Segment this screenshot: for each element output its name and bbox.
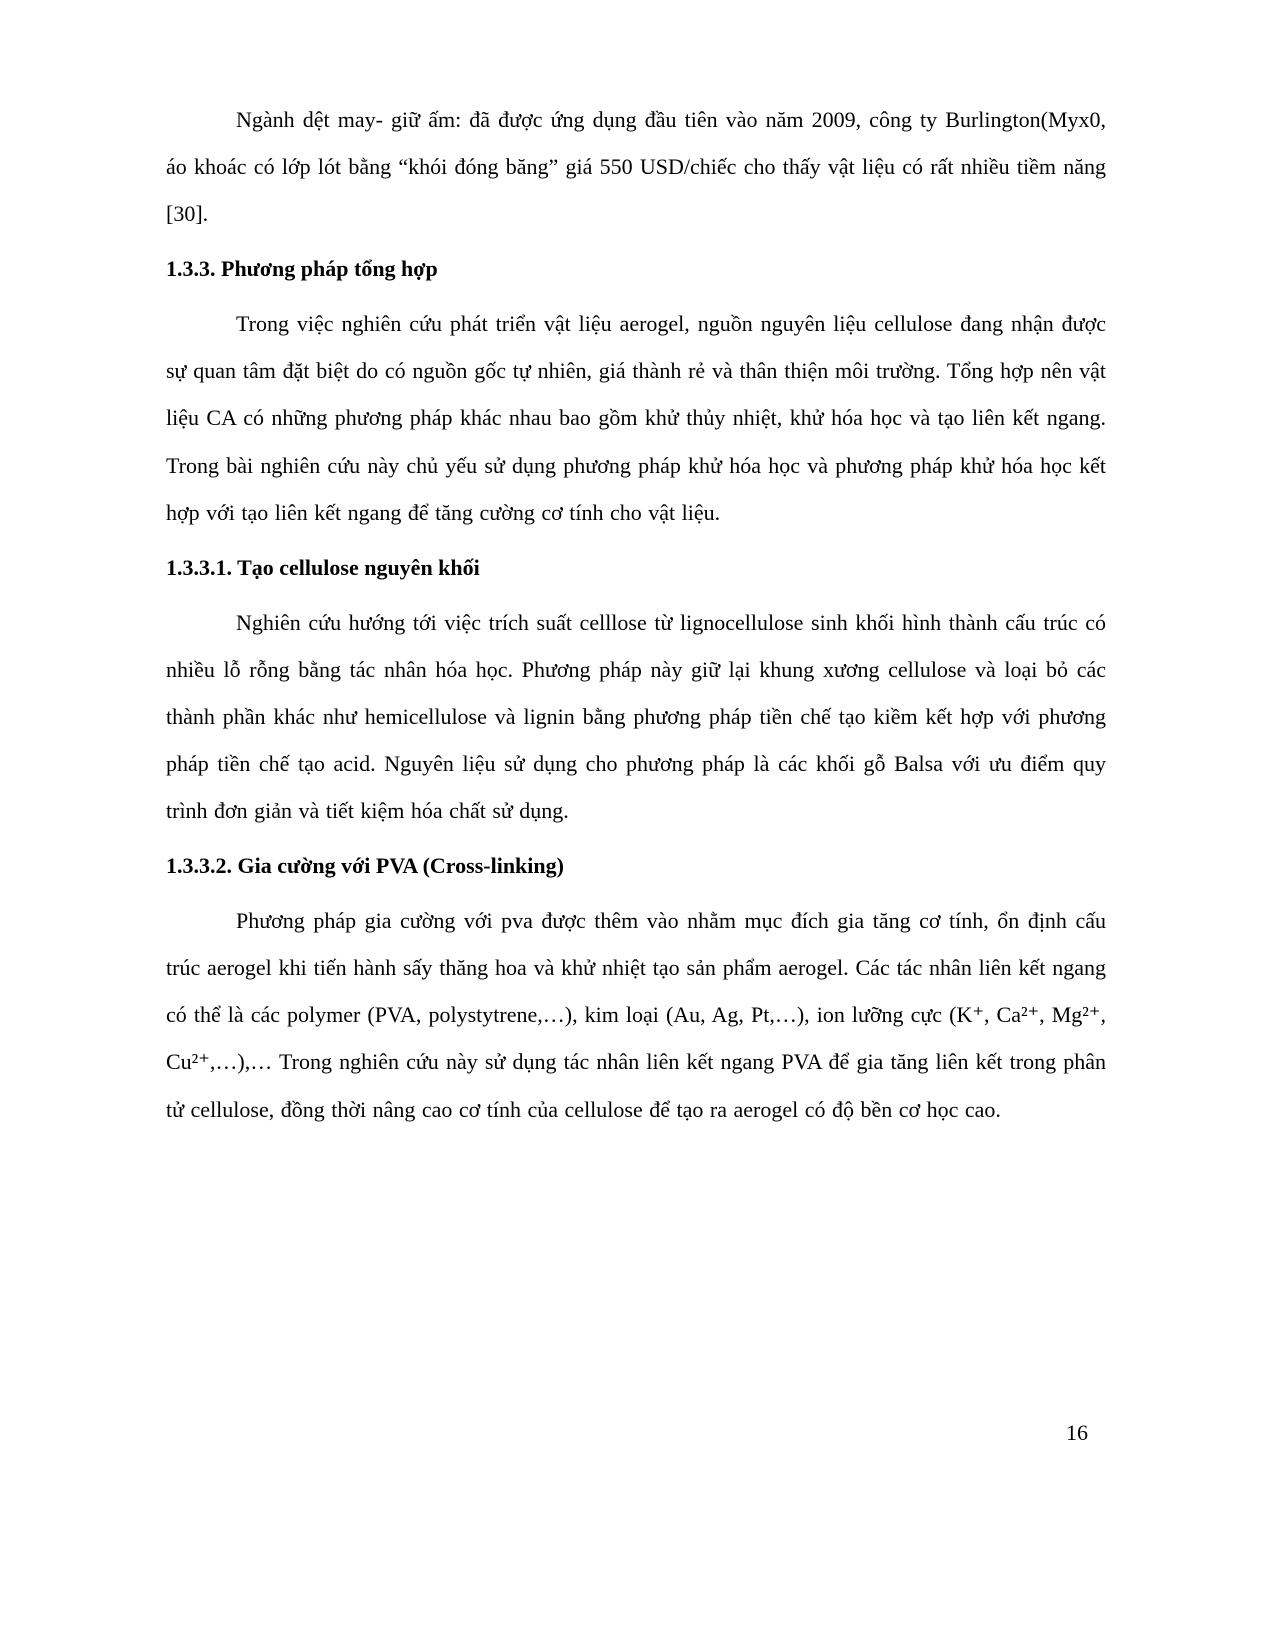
heading-section-1-3-3: 1.3.3. Phương pháp tổng hợp: [166, 256, 438, 282]
paragraph-textile-application: Ngành dệt may- giữ ấm: đã được ứng dụng đầu tiên vào năm 2009, công ty Burlington(Myx0, áo khoác có lớp lót bằng “khói đóng băng” giá 550 USD/chiếc cho thấy vật liệu có rất nhiều tiềm năng [30].: [166, 107, 1106, 227]
paragraph-pva-crosslinking: Phương pháp gia cường với pva được thêm vào nhằm mục đích gia tăng cơ tính, ổn định cấu trúc aerogel khi tiến hành sấy thăng hoa và khử nhiệt tạo sản phẩm aerogel. Các tác nhân liên kết ngang có thể là các polymer (PVA, polystytrene,…), kim loại (Au, Ag, Pt,…), ion lưỡng cực (K⁺, Ca²⁺, Mg²⁺, Cu²⁺,…),… Trong nghiên cứu này sử dụng tác nhân liên kết ngang PVA để gia tăng liên kết trong phân tử cellulose, đồng thời nâng cao cơ tính của cellulose để tạo ra aerogel có độ bền cơ học cao.: [166, 908, 1106, 1122]
page-content: [166, 96, 1106, 1133]
paragraph-monolithic-cellulose: Nghiên cứu hướng tới việc trích suất celllose từ lignocellulose sinh khối hình thành cấu trúc có nhiều lỗ rỗng bằng tác nhân hóa học. Phương pháp này giữ lại khung xương cellulose và loại bỏ các thành phần khác như hemicellulose và lignin bằng phương pháp tiền chế tạo kiềm kết hợp với phương pháp tiền chế tạo acid. Nguyên liệu sử dụng cho phương pháp là các khối gỗ Balsa với ưu điểm quy trình đơn giản và tiết kiệm hóa chất sử dụng.: [166, 609, 1106, 824]
heading-section-1-3-3-1: 1.3.3.1. Tạo cellulose nguyên khối: [166, 554, 480, 580]
heading-section-1-3-3-2: 1.3.3.2. Gia cường với PVA (Cross-linking): [166, 853, 564, 879]
paragraph-synthesis-methods: Trong việc nghiên cứu phát triển vật liệu aerogel, nguồn nguyên liệu cellulose đang nhận được sự quan tâm đặt biệt do có nguồn gốc tự nhiên, giá thành rẻ và thân thiện môi trường. Tổng hợp nên vật liệu CA có những phương pháp khác nhau bao gồm khử thủy nhiệt, khử hóa học và tạo liên kết ngang. Trong bài nghiên cứu này chủ yếu sử dụng phương pháp khử hóa học và phương pháp khử hóa học kết hợp với tạo liên kết ngang để tăng cường cơ tính cho vật liệu.: [166, 311, 1106, 525]
page-number: 16: [1066, 1420, 1088, 1445]
